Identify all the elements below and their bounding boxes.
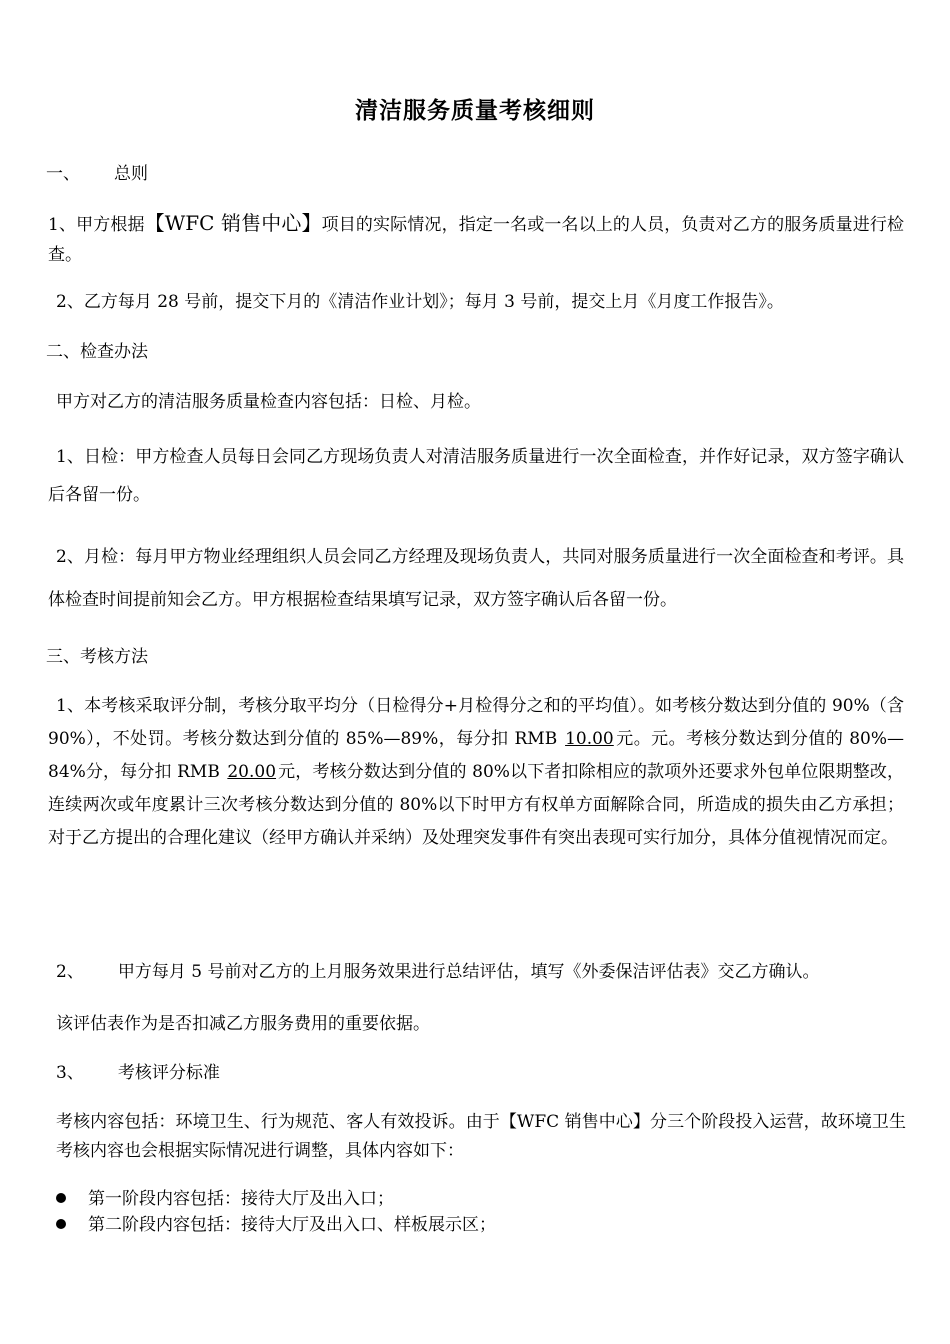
section-1-paragraph-2: 2、乙方每月 28 号前，提交下月的《清洁作业计划》；每月 3 号前，提交上月《月度工作报告》。 xyxy=(56,292,784,312)
section-1-number: 一、 xyxy=(46,164,80,184)
section-2-heading: 二、检查办法 xyxy=(46,342,148,362)
section-3-p1-part-a: 1、本考核采取评分制，考核分取平均分（日检得分+月检得分之和的平均值）。如考核分数达到分值的 90%（含 90%），不处罚。考核分数达到分值的 85%—89%，每分扣 RMB xyxy=(48,696,904,749)
bullet-item xyxy=(56,1212,496,1238)
deduction-amount-1: 10.00 xyxy=(565,729,614,749)
section-3-paragraph-1 xyxy=(48,690,904,855)
item-3-number: 3、 xyxy=(56,1063,84,1083)
document-title: 清洁服务质量考核细则 xyxy=(355,97,595,124)
deduction-amount-2: 20.00 xyxy=(227,762,277,782)
section-2-paragraph-2: 2、月检：每月甲方物业经理组织人员会同乙方经理及现场负责人，共同对服务质量进行一次全面检查和考评。具体检查时间提前知会乙方。甲方根据检查结果填写记录，双方签字确认后各留一份。 xyxy=(48,547,904,610)
section-3-heading: 三、考核方法 xyxy=(46,647,148,667)
section-1-paragraph-1 xyxy=(48,208,904,270)
section-3-p1-part-c: 元，考核分数达到分值的 80%以下者扣除相应的款项外还要求外包单位限期整改，连续两次或年度累计三次考核分数达到分值的 80%以下时甲方有权单方面解除合同，所造成的损失由乙方承担；对于乙方提出的合理化建议（经甲方确认并采纳）及处理突发事件有突出表现可实行加分，具体分值视情况而定。 xyxy=(48,762,904,848)
item-2-text: 甲方每月 5 号前对乙方的上月服务效果进行总结评估，填写《外委保洁评估表》交乙方确认。 xyxy=(117,962,820,982)
section-2-paragraph-1: 1、日检：甲方检查人员每日会同乙方现场负责人对清洁服务质量进行一次全面检查，并作好记录，双方签字确认后各留一份。 xyxy=(48,447,904,505)
section-1-heading xyxy=(46,160,148,188)
project-name: 【WFC 销售中心】 xyxy=(144,211,322,235)
bullet-text: 第一阶段内容包括：接待大厅及出入口； xyxy=(88,1189,394,1209)
section-1-title: 总则 xyxy=(114,164,148,184)
section-2-intro: 甲方对乙方的清洁服务质量检查内容包括：日检、月检。 xyxy=(56,392,481,412)
section-3-item-3-heading xyxy=(56,1059,220,1087)
section-1-p1-lead: 1、甲方根据 xyxy=(48,215,145,235)
bullet-icon xyxy=(56,1193,66,1203)
section-3-p1-part-b: 元。元。考核分数达到分值的 80%—84%分，每分扣 RMB xyxy=(48,729,904,782)
item-2-number: 2、 xyxy=(56,962,84,982)
bullet-text: 第二阶段内容包括：接待大厅及出入口、样板展示区； xyxy=(88,1215,496,1235)
item-3-title: 考核评分标准 xyxy=(117,1063,220,1083)
section-3-item-3-text: 考核内容包括：环境卫生、行为规范、客人有效投诉。由于【WFC 销售中心】分三个阶段投入运营，故环境卫生考核内容也会根据实际情况进行调整，具体内容如下： xyxy=(56,1112,906,1161)
bullet-icon xyxy=(56,1219,66,1229)
section-3-item-2-continuation: 该评估表作为是否扣减乙方服务费用的重要依据。 xyxy=(56,1014,430,1034)
bullet-item xyxy=(56,1186,394,1212)
section-3-item-2 xyxy=(56,958,819,986)
section-1-p1-body: 项目的实际情况，指定一名或一名以上的人员，负责对乙方的服务质量进行检查。 xyxy=(48,215,904,265)
